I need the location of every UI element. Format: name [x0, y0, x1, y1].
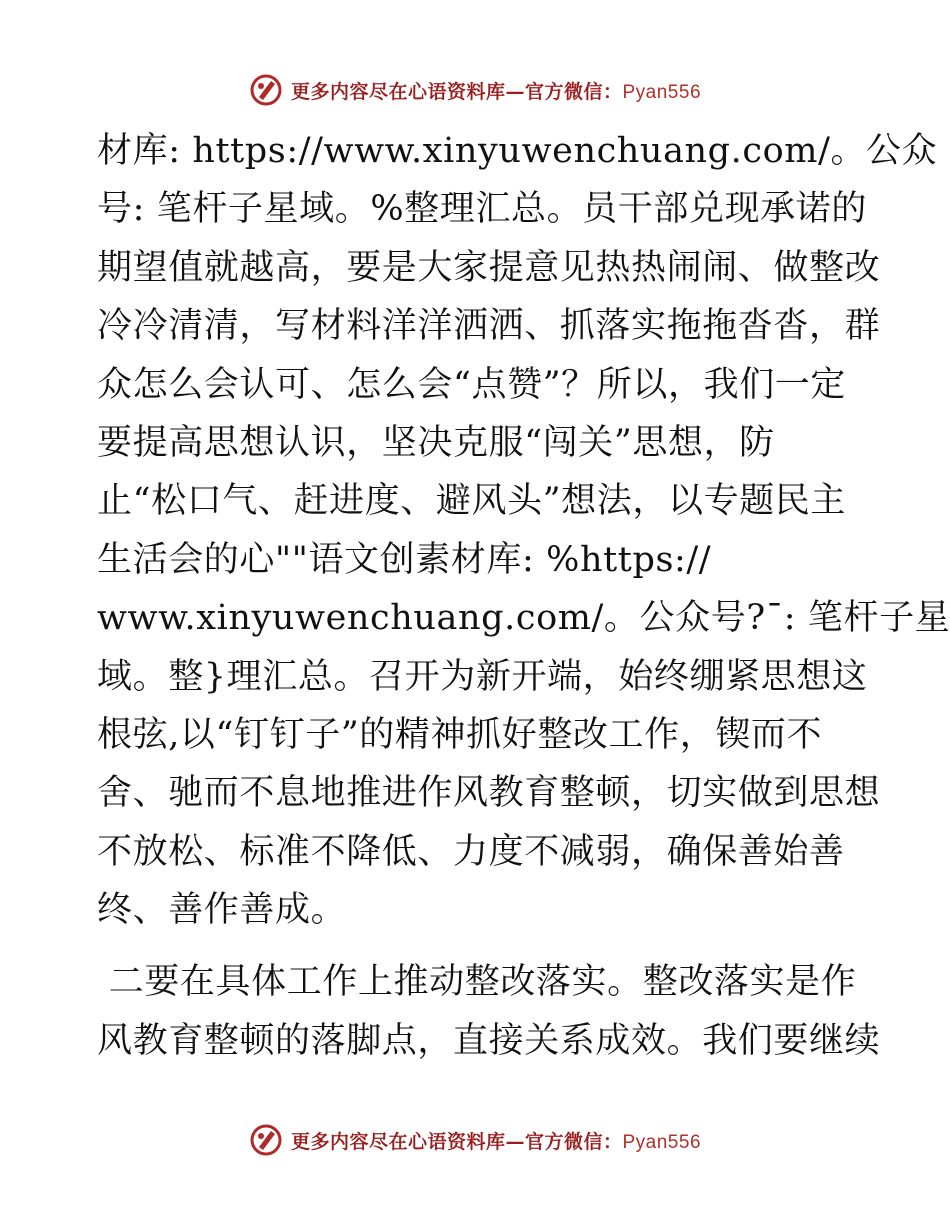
text-line: 域。整}理汇总。召开为新开端，始终绷紧思想这: [97, 656, 868, 697]
text-line: 冷冷清清，写材料洋洋洒洒、抓落实拖拖沓沓，群: [97, 306, 881, 347]
text-line: 号: 笔杆子星域。%整理汇总。员干部兑现承诺的: [97, 189, 867, 230]
watermark-text: 更多内容尽在心语资料库—官方微信：Pyan556: [290, 1130, 702, 1153]
text-line: 材库: https://www.xinyuwenchuang.com/。公众: [97, 131, 938, 171]
text-line: www.xinyuwenchuang.com/。公众号?¯: 笔杆子星: [97, 598, 950, 639]
paragraph-1: [97, 122, 950, 939]
text-line: 止“松口气、赶进度、避风头”想法，以专题民主: [97, 481, 846, 522]
text-line: 不放松、标准不降低、力度不减弱，确保善始善: [97, 831, 845, 872]
text-line: 风教育整顿的落脚点，直接关系成效。我们要继续: [97, 1020, 881, 1061]
text-line: 根弦,以“钉钉子”的精神抓好整改工作，锲而不: [97, 714, 823, 755]
wechat-handle: Pyan556: [622, 81, 702, 103]
text-line: 舍、驰而不息地推进作风教育整顿，切实做到思想: [97, 773, 881, 814]
header-watermark: [0, 70, 950, 110]
brand-logo-icon: [249, 1123, 283, 1157]
paragraph-2: [97, 953, 881, 1070]
brand-logo-icon: [249, 73, 283, 107]
text-line: 期望值就越高，要是大家提意见热热闹闹、做整改: [97, 247, 881, 288]
document-body: [97, 122, 950, 1070]
text-line: 众怎么会认可、怎么会“点赞”？所以，我们一定: [97, 364, 846, 405]
text-line: 终、善作善成。: [97, 890, 347, 931]
text-line: 生活会的心""语文创素材库: %https://: [97, 539, 712, 580]
watermark-text: 更多内容尽在心语资料库—官方微信：Pyan556: [290, 80, 702, 103]
footer-watermark: [0, 1120, 950, 1160]
wechat-handle: Pyan556: [622, 1131, 702, 1153]
text-line: 要提高思想认识，坚决克服“闯关”思想，防: [97, 422, 775, 463]
paragraph-spacer: [97, 939, 857, 953]
text-line: 二要在具体工作上推动整改落实。整改落实是作: [97, 962, 857, 1003]
